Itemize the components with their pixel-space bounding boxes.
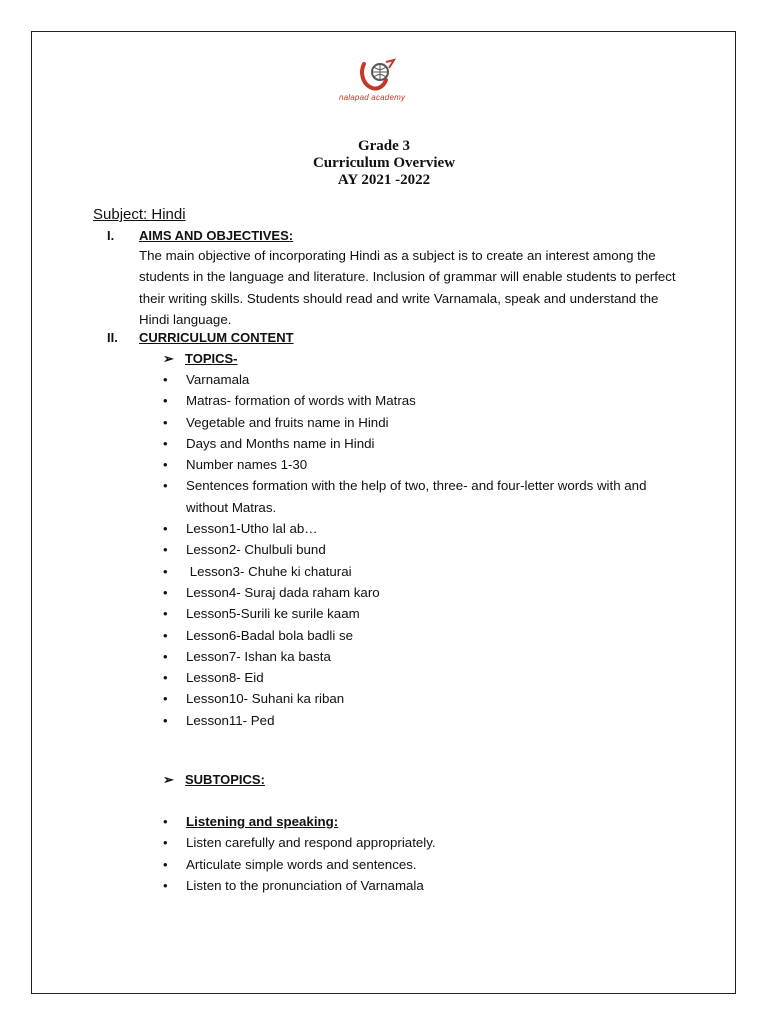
bullet-icon: • bbox=[163, 670, 168, 686]
subtopics-label: SUBTOPICS: bbox=[185, 772, 265, 787]
list-item: • Listen carefully and respond appropriately. bbox=[163, 832, 683, 853]
bullet-icon: • bbox=[163, 691, 168, 707]
bullet-icon: • bbox=[163, 521, 168, 537]
bullet-icon: • bbox=[163, 372, 168, 387]
bullet-icon: • bbox=[163, 627, 168, 643]
aims-objectives-title: AIMS AND OBJECTIVES: bbox=[139, 228, 294, 243]
arrow-bullet-icon: ➢ bbox=[163, 772, 174, 787]
list-item: • Articulate simple words and sentences. bbox=[163, 854, 683, 875]
list-item: • Lesson7- Ishan ka basta bbox=[163, 646, 683, 667]
bullet-icon: • bbox=[163, 606, 168, 622]
listening-speaking-heading: Listening and speaking: bbox=[186, 814, 339, 829]
list-item: • Sentences formation with the help of two, three- and four-letter words with and without Matras. bbox=[163, 475, 683, 518]
list-item bbox=[163, 811, 683, 832]
subject-title: Subject: Hindi bbox=[93, 206, 186, 223]
list-item: • Lesson8- Eid bbox=[163, 667, 683, 688]
bullet-icon: • bbox=[163, 856, 168, 872]
list-item: • Varnamala bbox=[163, 369, 683, 390]
academic-year-heading: AY 2021 -2022 bbox=[337, 172, 431, 188]
list-item: • Matras- formation of words with Matras bbox=[163, 390, 683, 411]
subtopics-heading bbox=[163, 772, 265, 788]
bullet-icon: • bbox=[163, 814, 168, 829]
bullet-icon: • bbox=[163, 563, 168, 579]
arrow-bullet-icon: ➢ bbox=[163, 351, 174, 366]
bullet-icon: • bbox=[163, 478, 168, 494]
topics-label: TOPICS- bbox=[185, 351, 238, 366]
list-item: • Lesson2- Chulbuli bund bbox=[163, 539, 683, 560]
bullet-icon: • bbox=[163, 584, 168, 600]
list-item: • Vegetable and fruits name in Hindi bbox=[163, 412, 683, 433]
curriculum-content-title: CURRICULUM CONTENT bbox=[139, 330, 294, 345]
bullet-icon: • bbox=[163, 877, 168, 893]
bullet-icon: • bbox=[163, 457, 168, 473]
subtopics-list bbox=[163, 811, 683, 896]
list-item: • Lesson10- Suhani ka riban bbox=[163, 688, 683, 709]
list-item: • Lesson5-Surili ke surile kaam bbox=[163, 603, 683, 624]
list-item: • Listen to the pronunciation of Varnamala bbox=[163, 875, 683, 896]
list-item: • Days and Months name in Hindi bbox=[163, 433, 683, 454]
list-item: • Lesson1-Utho lal ab… bbox=[163, 518, 683, 539]
bullet-icon: • bbox=[163, 542, 168, 558]
list-item: • Lesson11- Ped bbox=[163, 710, 683, 731]
bullet-icon: • bbox=[163, 435, 168, 451]
topics-heading bbox=[163, 351, 238, 367]
bullet-icon: • bbox=[163, 835, 168, 851]
bullet-icon: • bbox=[163, 414, 168, 430]
bullet-icon: • bbox=[163, 393, 168, 409]
list-item: • Lesson6-Badal bola badli se bbox=[163, 625, 683, 646]
bullet-icon: • bbox=[163, 712, 168, 728]
logo-text: nalapad academy bbox=[339, 93, 406, 102]
list-item: • Lesson3- Chuhe ki chaturai bbox=[163, 561, 683, 582]
bullet-icon: • bbox=[163, 648, 168, 664]
list-item: • Number names 1-30 bbox=[163, 454, 683, 475]
list-item: • Lesson4- Suraj dada raham karo bbox=[163, 582, 683, 603]
curriculum-overview-heading: Curriculum Overview bbox=[312, 155, 456, 171]
grade-heading: Grade 3 bbox=[357, 138, 411, 154]
section-numeral-2: II. bbox=[107, 330, 118, 345]
section-numeral-1: I. bbox=[107, 228, 115, 243]
aims-paragraph: The main objective of incorporating Hindi as a subject is to create an interest among the students in the language and literature. Inclusion of grammar will enable students to perfect their writing skills. Students should read and write Varnamala, speak and understand the Hindi language. bbox=[139, 248, 676, 327]
topics-list bbox=[163, 369, 683, 731]
